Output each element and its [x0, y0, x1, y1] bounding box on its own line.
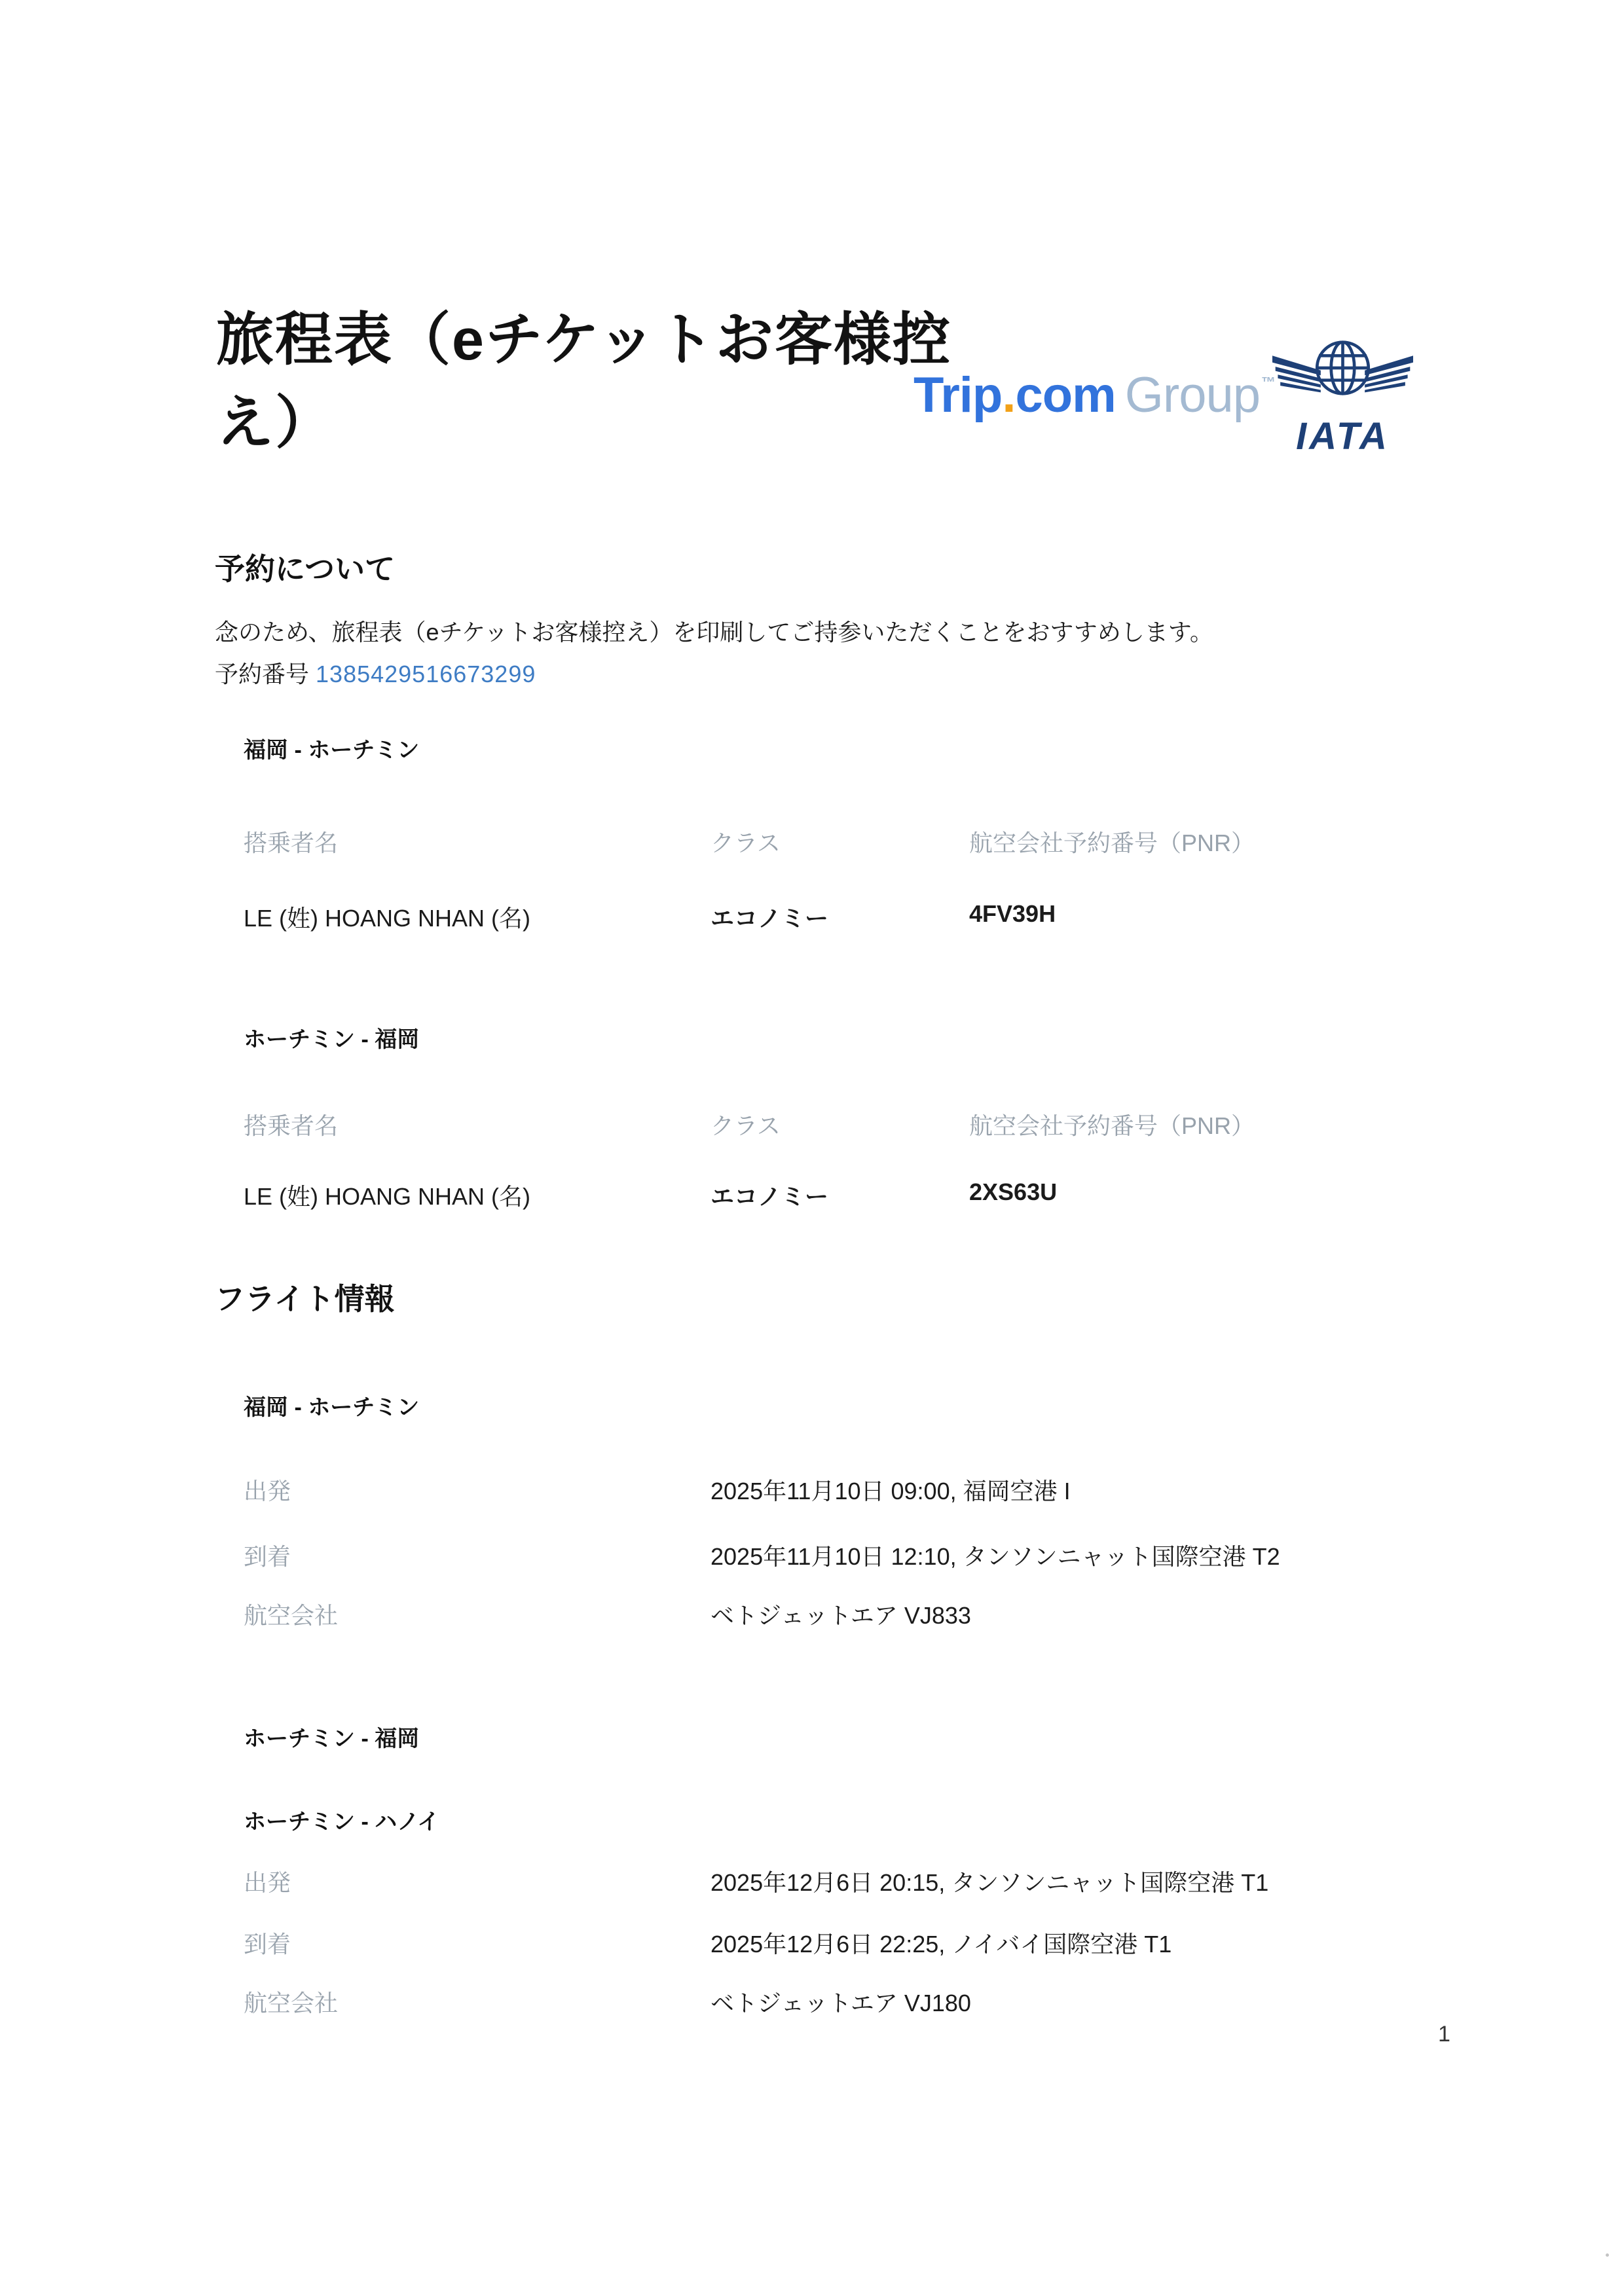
tripcom-group-logo	[913, 367, 1275, 424]
booking-number-link[interactable]: 1385429516673299	[316, 661, 536, 687]
flight2-route-heading: ホーチミン - 福岡	[244, 1726, 420, 1751]
scan-artifact-dot	[1606, 2253, 1609, 2257]
flight1-route-heading: 福岡 - ホーチミン	[244, 1395, 420, 1420]
column-header-class: クラス	[710, 1112, 781, 1139]
page-title: 旅程表（eチケットお客様控え）	[216, 307, 952, 455]
iata-wings-globe-icon	[1272, 337, 1413, 417]
flight1-departure-value: 2025年11月10日 09:00, 福岡空港 I	[710, 1478, 1071, 1504]
booking-number-row	[215, 656, 536, 689]
flights-section-heading: フライト情報	[215, 1282, 395, 1316]
tripcom-logo-dot: .	[1002, 367, 1016, 423]
tripcom-logo-group: Group	[1124, 367, 1260, 423]
flight2-arrival-label: 到着	[244, 1931, 291, 1958]
iata-wordmark: IATA	[1296, 415, 1390, 458]
column-header-pnr: 航空会社予約番号（PNR）	[969, 829, 1255, 856]
flight2-arrival-value: 2025年12月6日 22:25, ノイバイ国際空港 T1	[710, 1931, 1172, 1958]
flight1-arrival-label: 到着	[244, 1543, 291, 1570]
booking-number-label: 予約番号	[215, 661, 310, 687]
flight2-airline-value: ベトジェットエア VJ180	[710, 1990, 971, 2016]
segment2-class: エコノミー	[710, 1183, 829, 1210]
segment2-passenger-name: LE (姓) HOANG NHAN (名)	[244, 1183, 531, 1210]
flight1-departure-label: 出発	[244, 1478, 291, 1504]
segment1-route-heading: 福岡 - ホーチミン	[244, 738, 420, 763]
flight1-airline-value: ベトジェットエア VJ833	[710, 1602, 971, 1629]
column-header-pnr: 航空会社予約番号（PNR）	[969, 1112, 1255, 1139]
segment1-pnr: 4FV39H	[969, 900, 1056, 927]
flight2-airline-label: 航空会社	[244, 1990, 339, 2016]
segment2-route-heading: ホーチミン - 福岡	[244, 1027, 420, 1052]
flight1-airline-label: 航空会社	[244, 1602, 339, 1629]
tripcom-logo-com: com	[1015, 367, 1116, 423]
flight2-departure-label: 出発	[244, 1869, 291, 1896]
flight1-arrival-value: 2025年11月10日 12:10, タンソンニャット国際空港 T2	[710, 1543, 1280, 1570]
booking-section-heading: 予約について	[215, 552, 396, 586]
flight2-departure-value: 2025年12月6日 20:15, タンソンニャット国際空港 T1	[710, 1869, 1269, 1896]
segment2-pnr: 2XS63U	[969, 1178, 1058, 1205]
booking-note: 念のため、旅程表（eチケットお客様控え）を印刷してご持参いただくことをおすすめします。	[215, 619, 1213, 646]
column-header-passenger: 搭乗者名	[244, 1112, 339, 1139]
column-header-passenger: 搭乗者名	[244, 829, 339, 856]
column-header-class: クラス	[710, 829, 781, 856]
tripcom-logo-trip: Trip	[913, 367, 1003, 423]
segment1-passenger-name: LE (姓) HOANG NHAN (名)	[244, 905, 531, 932]
segment1-class: エコノミー	[710, 905, 829, 932]
flight2-subroute-heading: ホーチミン - ハノイ	[244, 1810, 440, 1834]
page-number: 1	[1438, 2022, 1450, 2047]
trademark-symbol: ™	[1261, 374, 1275, 390]
iata-logo	[1272, 337, 1413, 458]
